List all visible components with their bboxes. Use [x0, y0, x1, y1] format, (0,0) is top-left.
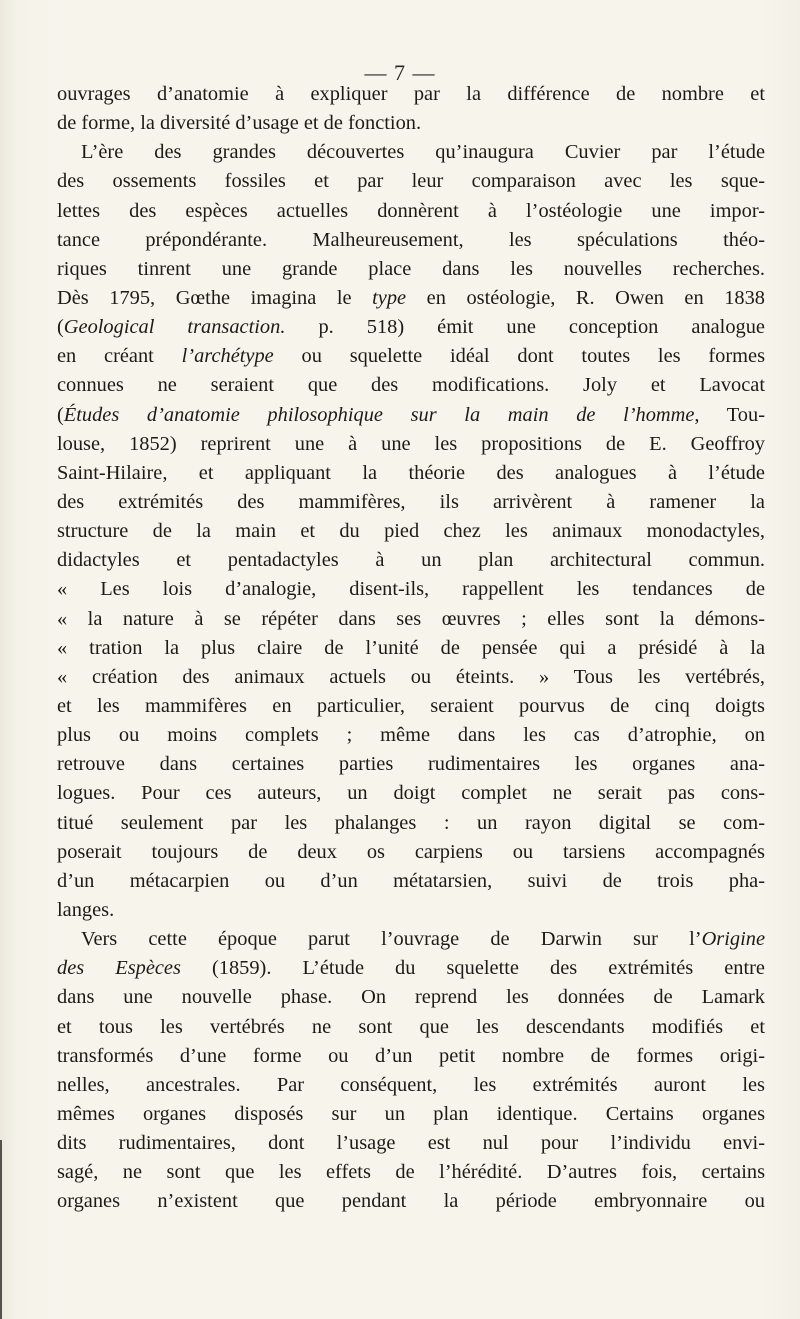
text-line	[57, 1071, 765, 1100]
text-segment: structure de la main et du pied chez les animaux monodactyles,	[57, 520, 765, 543]
text-line	[57, 546, 765, 575]
italic-text: Études d’anatomie philosophique sur la main de l’homme	[63, 403, 695, 426]
italic-text: l’archétype	[181, 345, 274, 368]
text-segment: des ossements fossiles et par leur comparaison avec les sque-	[57, 170, 765, 193]
text-line	[57, 517, 765, 546]
text-line	[57, 838, 765, 867]
text-segment: langes.	[57, 898, 115, 921]
text-segment: Dès 1795, Gœthe imagina le	[57, 286, 373, 309]
body-text	[57, 80, 765, 1216]
italic-text: des Espèces	[57, 957, 181, 980]
text-line	[57, 80, 765, 109]
text-line	[57, 1158, 765, 1187]
text-line	[57, 284, 765, 313]
text-segment: sagé, ne sont que les effets de l’hérédité. D’autres fois, certains	[57, 1161, 765, 1184]
text-segment: de forme, la diversité d’usage et de fonction.	[57, 112, 422, 135]
text-line	[57, 721, 765, 750]
text-segment: Vers cette époque parut l’ouvrage de Darwin sur l’	[81, 928, 702, 951]
text-segment: retrouve dans certaines parties rudimentaires les organes ana-	[57, 753, 765, 776]
text-segment: didactyles et pentadactyles à un plan architectural commun.	[57, 549, 765, 572]
text-segment: nelles, ancestrales. Par conséquent, les extrémités auront les	[57, 1073, 765, 1096]
text-segment: en créant	[57, 345, 182, 368]
text-line	[57, 983, 765, 1012]
text-segment: lettes des espèces actuelles donnèrent à l’ostéologie une impor-	[57, 199, 765, 222]
text-line	[57, 925, 765, 954]
text-segment: transformés d’une forme ou d’un petit nombre de formes origi-	[57, 1044, 765, 1067]
text-line	[57, 1042, 765, 1071]
page-edge-shadow	[0, 1140, 2, 1319]
text-line	[57, 605, 765, 634]
text-segment: dits rudimentaires, dont l’usage est nul pour l’individu envi-	[57, 1132, 765, 1155]
text-segment: p. 518) émit une conception analogue	[285, 316, 765, 339]
text-segment: « tration la plus claire de l’unité de pensée qui a présidé à la	[57, 636, 765, 659]
text-line	[57, 255, 765, 284]
text-segment: Saint-Hilaire, et appliquant la théorie des analogues à l’étude	[57, 461, 765, 484]
text-line	[57, 109, 765, 138]
text-line	[57, 313, 765, 342]
text-line	[57, 488, 765, 517]
text-segment: ouvrages d’anatomie à expliquer par la différence de nombre et	[57, 83, 765, 105]
text-segment: titué seulement par les phalanges : un rayon digital se com-	[57, 811, 765, 834]
text-line	[57, 1187, 765, 1216]
text-segment: tance prépondérante. Malheureusement, les spéculations théo-	[57, 228, 765, 251]
text-segment: connues ne seraient que des modifications. Joly et Lavocat	[57, 374, 765, 397]
text-segment: louse, 1852) reprirent une à une les propositions de E. Geoffroy	[57, 432, 765, 455]
text-line	[57, 430, 765, 459]
text-segment: (	[57, 316, 64, 339]
text-line	[57, 809, 765, 838]
text-line	[57, 167, 765, 196]
text-line	[57, 138, 765, 167]
text-line	[57, 197, 765, 226]
text-line	[57, 459, 765, 488]
text-segment: , Tou-	[694, 403, 765, 426]
text-segment: « la nature à se répéter dans ses œuvres ; elles sont la démons-	[57, 607, 765, 630]
text-segment: « Les lois d’analogie, disent-ils, rappellent les tendances de	[57, 578, 765, 601]
text-segment: (	[57, 403, 64, 426]
text-segment: ou squelette idéal dont toutes les formes	[273, 345, 765, 368]
text-line	[57, 401, 765, 430]
text-line	[57, 663, 765, 692]
text-segment: L’ère des grandes découvertes qu’inaugura Cuvier par l’étude	[81, 141, 765, 164]
text-segment: et tous les vertébrés ne sont que les descendants modifiés et	[57, 1015, 765, 1038]
text-segment: des extrémités des mammifères, ils arrivèrent à ramener la	[57, 490, 765, 513]
text-line	[57, 867, 765, 896]
text-segment: organes n’existent que pendant la période embryonnaire ou	[57, 1190, 765, 1213]
text-segment: d’un métacarpien ou d’un métatarsien, suivi de trois pha-	[57, 869, 765, 892]
text-line	[57, 226, 765, 255]
text-line	[57, 750, 765, 779]
italic-text: Geological transaction.	[63, 316, 286, 339]
text-line	[57, 575, 765, 604]
text-line	[57, 779, 765, 808]
text-segment: (1859). L’étude du squelette des extrémités entre	[180, 957, 765, 980]
text-segment: dans une nouvelle phase. On reprend les données de Lamark	[57, 986, 765, 1009]
text-segment: et les mammifères en particulier, seraient pourvus de cinq doigts	[57, 694, 765, 717]
text-segment: riques tinrent une grande place dans les nouvelles recherches.	[57, 257, 765, 280]
text-line	[57, 896, 765, 925]
text-line	[57, 954, 765, 983]
text-line	[57, 1013, 765, 1042]
text-line	[57, 634, 765, 663]
text-segment: plus ou moins complets ; même dans les cas d’atrophie, on	[57, 724, 765, 747]
italic-text: Origine	[701, 928, 765, 951]
text-segment: poserait toujours de deux os carpiens ou tarsiens accompagnés	[57, 840, 765, 863]
text-line	[57, 371, 765, 400]
page-number: — 7 —	[364, 60, 436, 85]
italic-text: type	[372, 286, 407, 309]
text-line	[57, 1100, 765, 1129]
text-line	[57, 1129, 765, 1158]
text-line	[57, 692, 765, 721]
text-segment: mêmes organes disposés sur un plan identique. Certains organes	[57, 1102, 765, 1125]
text-segment: « création des animaux actuels ou éteints. » Tous les vertébrés,	[57, 665, 765, 688]
text-segment: en ostéologie, R. Owen en 1838	[406, 286, 765, 309]
text-segment: logues. Pour ces auteurs, un doigt complet ne serait pas cons-	[57, 782, 765, 805]
text-line	[57, 342, 765, 371]
